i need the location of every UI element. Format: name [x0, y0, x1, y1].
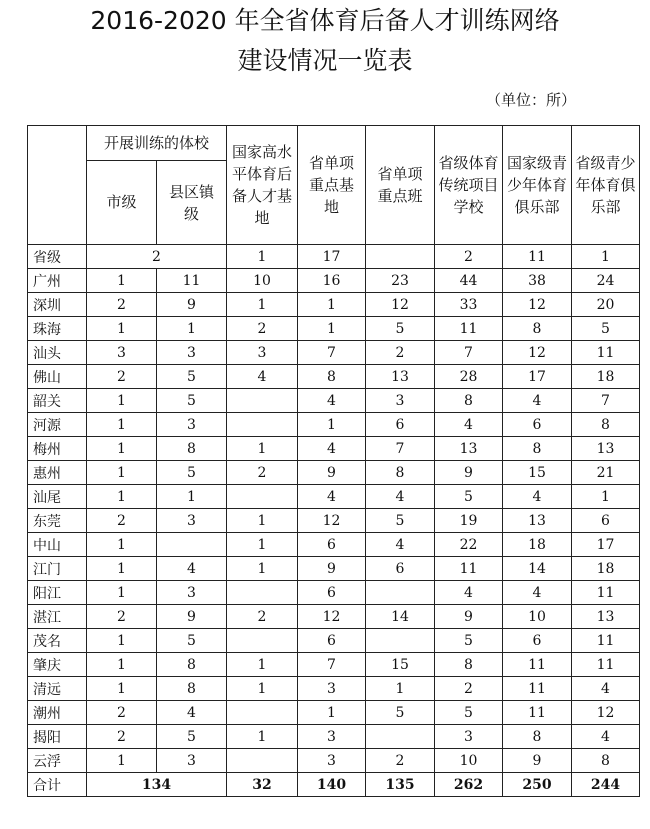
- cell-city: 2: [87, 365, 157, 389]
- cell-county: 3: [157, 581, 227, 605]
- table-row: [28, 557, 640, 581]
- cell-national-base: 2: [227, 317, 298, 341]
- cell-county: 5: [157, 629, 227, 653]
- cell-provincial-club: 5: [572, 317, 640, 341]
- total-traditional: 262: [435, 773, 503, 797]
- cell-national-base: 1: [227, 437, 298, 461]
- region-name: 汕尾: [28, 485, 87, 509]
- cell-provincial-base: 1: [298, 413, 366, 437]
- cell-provincial-base: 6: [298, 533, 366, 557]
- cell-national-club: 18: [503, 533, 572, 557]
- cell-national-base: [227, 629, 298, 653]
- cell-county: 5: [157, 389, 227, 413]
- cell-provincial-club: 17: [572, 533, 640, 557]
- cell-county: [157, 533, 227, 557]
- cell-city: 1: [87, 485, 157, 509]
- cell-traditional: 5: [435, 701, 503, 725]
- cell-national-base: 3: [227, 341, 298, 365]
- cell-provincial-class: 2: [366, 341, 435, 365]
- cell-national-club: 14: [503, 557, 572, 581]
- cell-traditional: 4: [435, 581, 503, 605]
- region-name: 肇庆: [28, 653, 87, 677]
- cell-county: 11: [157, 269, 227, 293]
- header-national-youth-club-label: 国家级青少年体育俱乐部: [507, 154, 568, 216]
- table-row: [28, 629, 640, 653]
- cell-national-base: 1: [227, 557, 298, 581]
- cell-provincial-class: 5: [366, 701, 435, 725]
- cell-traditional: 2: [435, 245, 503, 269]
- cell-national-club: 8: [503, 437, 572, 461]
- table-row: [28, 653, 640, 677]
- cell-provincial-class: 7: [366, 437, 435, 461]
- title-line-1: 2016-2020 年全省体育后备人才训练网络: [90, 6, 560, 35]
- cell-provincial-club: 24: [572, 269, 640, 293]
- cell-provincial-club: 1: [572, 245, 640, 269]
- cell-provincial-base: 3: [298, 749, 366, 773]
- header-traditional-school-label: 省级体育传统项目学校: [438, 154, 499, 216]
- cell-national-base: 1: [227, 533, 298, 557]
- cell-provincial-class: 12: [366, 293, 435, 317]
- cell-county: 3: [157, 509, 227, 533]
- cell-provincial-base: 4: [298, 485, 366, 509]
- cell-city: 3: [87, 341, 157, 365]
- cell-city: 1: [87, 269, 157, 293]
- header-county-level-label: 县区镇级: [168, 182, 214, 223]
- table-row: [28, 605, 640, 629]
- cell-city: 1: [87, 389, 157, 413]
- cell-provincial-base: 1: [298, 317, 366, 341]
- data-table: [27, 125, 640, 797]
- cell-provincial-base: 9: [298, 557, 366, 581]
- header-national-base-label: 国家高水平体育后备人才基地: [232, 143, 293, 227]
- cell-national-club: 15: [503, 461, 572, 485]
- total-national-club: 250: [503, 773, 572, 797]
- header-traditional-school: [435, 126, 503, 245]
- cell-provincial-class: 2: [366, 749, 435, 773]
- cell-national-base: 1: [227, 653, 298, 677]
- cell-city: 2: [87, 725, 157, 749]
- cell-national-club: 4: [503, 389, 572, 413]
- table-row: [28, 269, 640, 293]
- cell-traditional: 7: [435, 341, 503, 365]
- cell-city: 2: [87, 605, 157, 629]
- cell-county: 4: [157, 557, 227, 581]
- header-provincial-class: [366, 126, 435, 245]
- cell-national-base: 10: [227, 269, 298, 293]
- cell-city: 2: [87, 701, 157, 725]
- cell-provincial-class: 8: [366, 461, 435, 485]
- cell-county: 8: [157, 653, 227, 677]
- cell-traditional: 10: [435, 749, 503, 773]
- cell-provincial-base: 1: [298, 701, 366, 725]
- region-name: 中山: [28, 533, 87, 557]
- cell-national-club: 6: [503, 413, 572, 437]
- cell-provincial-club: 20: [572, 293, 640, 317]
- cell-provincial-base: 12: [298, 605, 366, 629]
- cell-national-base: 2: [227, 461, 298, 485]
- cell-national-club: 12: [503, 341, 572, 365]
- cell-traditional: 5: [435, 629, 503, 653]
- cell-national-club: 17: [503, 365, 572, 389]
- region-name: 江门: [28, 557, 87, 581]
- cell-national-club: 12: [503, 293, 572, 317]
- cell-provincial-base: 17: [298, 245, 366, 269]
- region-name: 佛山: [28, 365, 87, 389]
- unit-note: （单位：所）: [485, 91, 576, 109]
- table-row: [28, 749, 640, 773]
- cell-provincial-club: 11: [572, 341, 640, 365]
- cell-city: 1: [87, 533, 157, 557]
- cell-county: 3: [157, 341, 227, 365]
- table-row: [28, 725, 640, 749]
- total-label: 合计: [28, 773, 87, 797]
- cell-national-club: 4: [503, 485, 572, 509]
- header-provincial-youth-club-label: 省级青少年体育俱乐部: [575, 154, 636, 216]
- cell-national-club: 4: [503, 581, 572, 605]
- cell-provincial-base: 4: [298, 389, 366, 413]
- cell-provincial-class: 14: [366, 605, 435, 629]
- cell-provincial-club: 12: [572, 701, 640, 725]
- region-name: 清远: [28, 677, 87, 701]
- cell-county: 5: [157, 725, 227, 749]
- cell-county: 1: [157, 485, 227, 509]
- cell-county: 8: [157, 437, 227, 461]
- region-name: 梅州: [28, 437, 87, 461]
- table-row: [28, 245, 640, 269]
- cell-national-base: 1: [227, 677, 298, 701]
- cell-national-base: [227, 389, 298, 413]
- cell-city: 1: [87, 677, 157, 701]
- cell-schools: 2: [87, 245, 227, 269]
- header-national-base: [227, 126, 298, 245]
- region-name: 东莞: [28, 509, 87, 533]
- cell-provincial-class: [366, 629, 435, 653]
- cell-provincial-base: 3: [298, 725, 366, 749]
- cell-provincial-base: 8: [298, 365, 366, 389]
- cell-provincial-club: 13: [572, 605, 640, 629]
- cell-national-club: 11: [503, 245, 572, 269]
- cell-provincial-class: 15: [366, 653, 435, 677]
- total-national-base: 32: [227, 773, 298, 797]
- header-provincial-base-label: 省单项重点基地: [309, 154, 355, 216]
- table-row: [28, 701, 640, 725]
- cell-national-base: [227, 413, 298, 437]
- cell-national-base: [227, 749, 298, 773]
- table-row: [28, 341, 640, 365]
- cell-provincial-class: [366, 725, 435, 749]
- table-row: [28, 581, 640, 605]
- cell-traditional: 4: [435, 413, 503, 437]
- cell-provincial-club: 6: [572, 509, 640, 533]
- header-provincial-class-label: 省单项重点班: [377, 165, 423, 205]
- cell-provincial-base: 7: [298, 653, 366, 677]
- cell-national-club: 8: [503, 317, 572, 341]
- cell-provincial-base: 6: [298, 581, 366, 605]
- cell-traditional: 13: [435, 437, 503, 461]
- cell-provincial-class: 5: [366, 317, 435, 341]
- cell-provincial-club: 13: [572, 437, 640, 461]
- table-body: [28, 245, 640, 797]
- cell-traditional: 11: [435, 317, 503, 341]
- cell-city: 1: [87, 749, 157, 773]
- cell-traditional: 8: [435, 653, 503, 677]
- header-national-youth-club: [503, 126, 572, 245]
- cell-provincial-club: 11: [572, 629, 640, 653]
- cell-national-base: [227, 701, 298, 725]
- cell-county: 8: [157, 677, 227, 701]
- cell-city: 1: [87, 653, 157, 677]
- cell-provincial-class: 6: [366, 413, 435, 437]
- cell-national-club: 38: [503, 269, 572, 293]
- header-provincial-youth-club: [572, 126, 640, 245]
- cell-provincial-club: 8: [572, 749, 640, 773]
- cell-city: 2: [87, 293, 157, 317]
- cell-traditional: 2: [435, 677, 503, 701]
- cell-city: 1: [87, 557, 157, 581]
- cell-county: 9: [157, 293, 227, 317]
- cell-national-club: 9: [503, 749, 572, 773]
- region-name: 云浮: [28, 749, 87, 773]
- cell-provincial-club: 7: [572, 389, 640, 413]
- cell-provincial-base: 4: [298, 437, 366, 461]
- cell-provincial-class: 6: [366, 557, 435, 581]
- cell-national-base: 1: [227, 725, 298, 749]
- cell-provincial-base: 16: [298, 269, 366, 293]
- cell-provincial-base: 12: [298, 509, 366, 533]
- cell-provincial-class: 13: [366, 365, 435, 389]
- cell-traditional: 11: [435, 557, 503, 581]
- table-row: [28, 293, 640, 317]
- cell-traditional: 5: [435, 485, 503, 509]
- cell-city: 1: [87, 629, 157, 653]
- table-row: [28, 413, 640, 437]
- cell-national-base: [227, 485, 298, 509]
- cell-national-base: 1: [227, 509, 298, 533]
- cell-provincial-class: 5: [366, 509, 435, 533]
- region-name: 茂名: [28, 629, 87, 653]
- cell-provincial-base: 6: [298, 629, 366, 653]
- cell-provincial-class: [366, 581, 435, 605]
- total-provincial-club: 244: [572, 773, 640, 797]
- cell-traditional: 28: [435, 365, 503, 389]
- region-name: 汕头: [28, 341, 87, 365]
- header-county-level: [157, 161, 227, 245]
- cell-traditional: 9: [435, 461, 503, 485]
- region-name: 珠海: [28, 317, 87, 341]
- region-name: 深圳: [28, 293, 87, 317]
- cell-provincial-club: 4: [572, 725, 640, 749]
- cell-provincial-class: 4: [366, 485, 435, 509]
- cell-city: 1: [87, 413, 157, 437]
- cell-provincial-class: [366, 245, 435, 269]
- table-row: [28, 533, 640, 557]
- cell-provincial-base: 1: [298, 293, 366, 317]
- table-row: [28, 677, 640, 701]
- cell-provincial-club: 21: [572, 461, 640, 485]
- cell-traditional: 19: [435, 509, 503, 533]
- header-region: [28, 126, 87, 245]
- table-row: [28, 485, 640, 509]
- table-row: [28, 461, 640, 485]
- cell-national-club: 13: [503, 509, 572, 533]
- region-name: 揭阳: [28, 725, 87, 749]
- cell-traditional: 3: [435, 725, 503, 749]
- cell-national-base: 4: [227, 365, 298, 389]
- cell-provincial-club: 8: [572, 413, 640, 437]
- cell-provincial-class: 3: [366, 389, 435, 413]
- cell-national-base: 1: [227, 293, 298, 317]
- region-name: 韶关: [28, 389, 87, 413]
- cell-national-base: 1: [227, 245, 298, 269]
- header-schools-group: 开展训练的体校: [87, 126, 227, 161]
- cell-city: 1: [87, 581, 157, 605]
- cell-county: 9: [157, 605, 227, 629]
- header-provincial-base: [298, 126, 366, 245]
- cell-provincial-club: 11: [572, 581, 640, 605]
- cell-provincial-club: 1: [572, 485, 640, 509]
- region-name: 河源: [28, 413, 87, 437]
- cell-provincial-base: 7: [298, 341, 366, 365]
- region-name: 阳江: [28, 581, 87, 605]
- title-line-2: 建设情况一览表: [237, 46, 413, 75]
- cell-provincial-base: 9: [298, 461, 366, 485]
- cell-national-base: 2: [227, 605, 298, 629]
- region-name: 潮州: [28, 701, 87, 725]
- cell-national-club: 8: [503, 725, 572, 749]
- cell-provincial-club: 4: [572, 677, 640, 701]
- cell-city: 1: [87, 437, 157, 461]
- total-provincial-base: 140: [298, 773, 366, 797]
- cell-provincial-base: 3: [298, 677, 366, 701]
- table-row: [28, 509, 640, 533]
- total-row: [28, 773, 640, 797]
- cell-provincial-club: 18: [572, 365, 640, 389]
- cell-national-club: 11: [503, 677, 572, 701]
- table-row: [28, 437, 640, 461]
- header-city-level: 市级: [87, 161, 157, 245]
- cell-county: 5: [157, 461, 227, 485]
- table-row: [28, 317, 640, 341]
- region-name: 惠州: [28, 461, 87, 485]
- region-name: 省级: [28, 245, 87, 269]
- cell-provincial-club: 18: [572, 557, 640, 581]
- cell-county: 4: [157, 701, 227, 725]
- cell-city: 2: [87, 509, 157, 533]
- region-name: 广州: [28, 269, 87, 293]
- cell-national-club: 11: [503, 701, 572, 725]
- cell-traditional: 22: [435, 533, 503, 557]
- table-row: [28, 389, 640, 413]
- cell-national-club: 10: [503, 605, 572, 629]
- cell-city: 1: [87, 317, 157, 341]
- cell-national-base: [227, 581, 298, 605]
- cell-county: 5: [157, 365, 227, 389]
- cell-traditional: 8: [435, 389, 503, 413]
- cell-provincial-class: 4: [366, 533, 435, 557]
- cell-provincial-class: 1: [366, 677, 435, 701]
- cell-traditional: 33: [435, 293, 503, 317]
- cell-county: 1: [157, 317, 227, 341]
- table-row: [28, 365, 640, 389]
- cell-national-club: 6: [503, 629, 572, 653]
- cell-provincial-class: 23: [366, 269, 435, 293]
- cell-traditional: 9: [435, 605, 503, 629]
- total-schools: 134: [87, 773, 227, 797]
- cell-county: 3: [157, 413, 227, 437]
- cell-city: 1: [87, 461, 157, 485]
- cell-provincial-club: 11: [572, 653, 640, 677]
- cell-county: 3: [157, 749, 227, 773]
- region-name: 湛江: [28, 605, 87, 629]
- cell-traditional: 44: [435, 269, 503, 293]
- cell-national-club: 11: [503, 653, 572, 677]
- total-provincial-class: 135: [366, 773, 435, 797]
